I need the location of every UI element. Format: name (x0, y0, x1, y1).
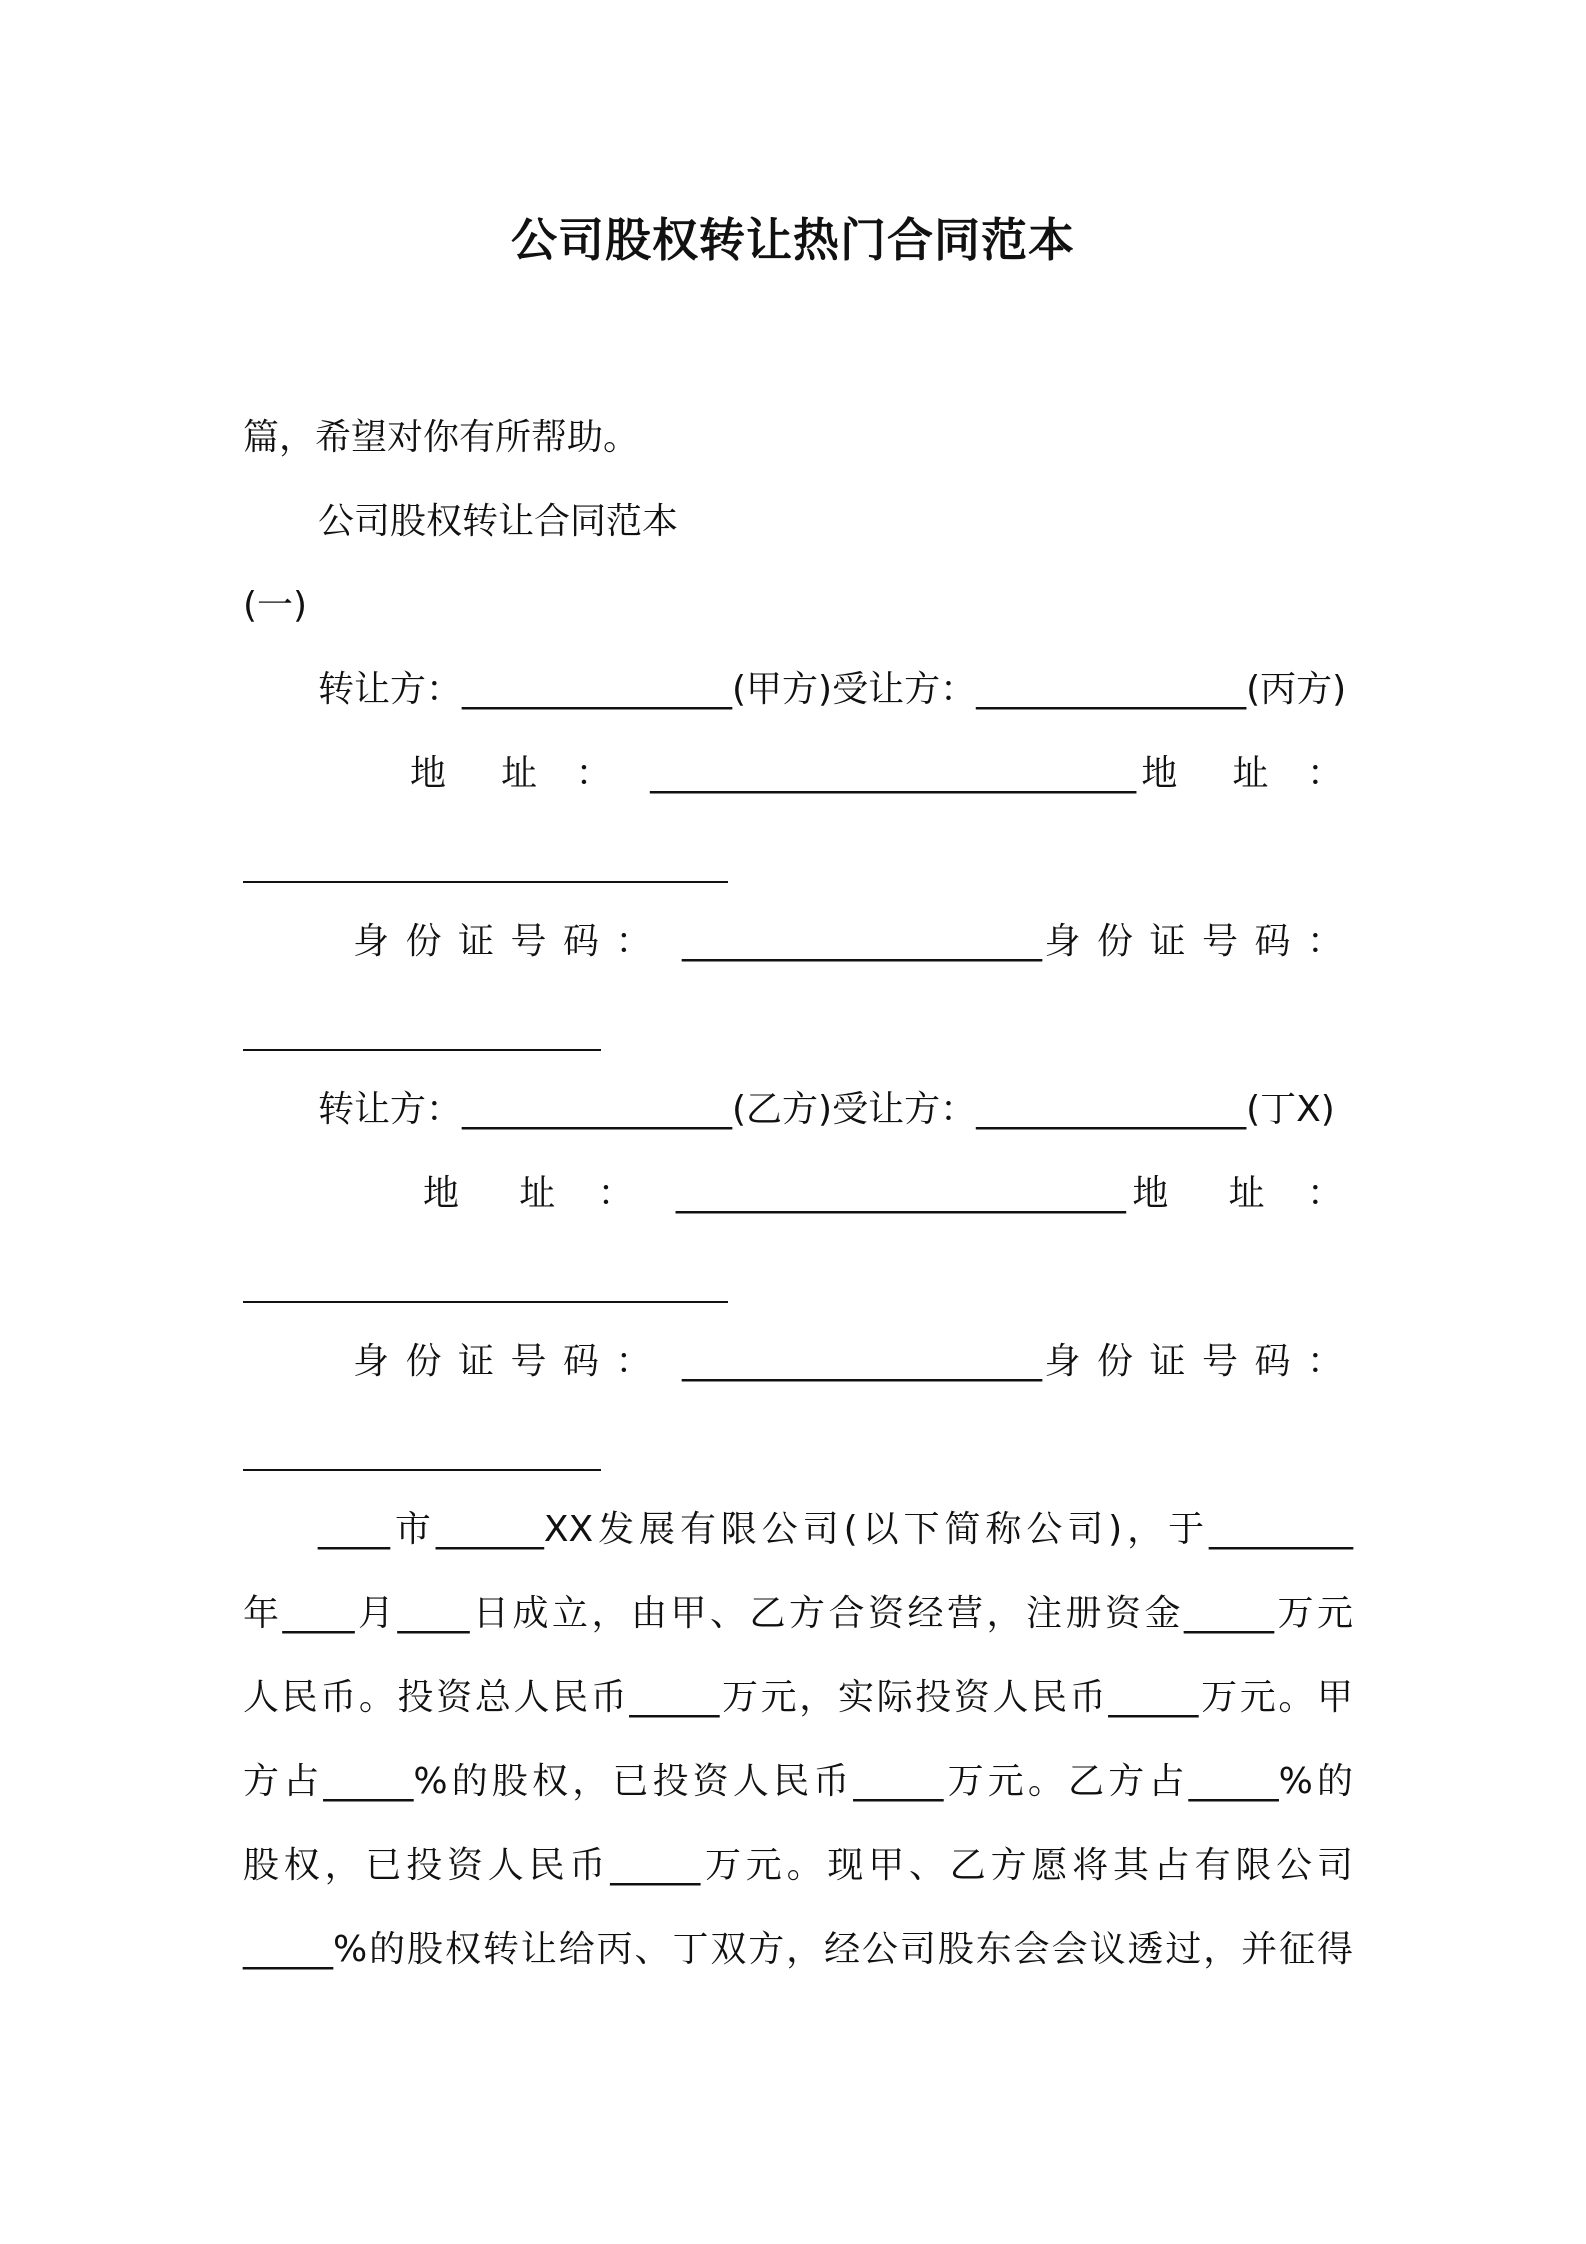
body-line: _____%的股权转让给丙、丁双方，经公司股东会会议透过，并征得 (243, 1929, 1353, 1970)
party-a-transfer-line: 转让方：_______________(甲方)受让方：_______________(丙方) (318, 669, 1347, 710)
body-line: 方占_____%的股权，已投资人民币_____万元。乙方占_____%的 (243, 1761, 1353, 1802)
party-b-address-line: 地 址 ： _________________________地 址 ： (423, 1173, 1343, 1214)
party-a-address-underline (243, 881, 728, 883)
party-b-id-underline (243, 1469, 601, 1471)
contract-subtitle: 公司股权转让合同范本 (318, 501, 679, 542)
section-number: (一) (243, 585, 308, 626)
body-line: 股权，已投资人民币_____万元。现甲、乙方愿将其占有限公司 (243, 1845, 1353, 1886)
document-title: 公司股权转让热门合同范本 (511, 213, 1075, 267)
body-line: 年____月____日成立，由甲、乙方合资经营，注册资金_____万元 (243, 1593, 1353, 1634)
party-b-transfer-line: 转让方：_______________(乙方)受让方：_______________(丁X) (318, 1089, 1335, 1130)
party-a-id-underline (243, 1049, 601, 1051)
party-a-id-line: 身 份 证 号 码 ： ____________________身 份 证 号 码 ： (353, 921, 1343, 962)
party-a-address-line: 地 址 ： ___________________________地 址 ： (410, 753, 1343, 794)
intro-text: 篇，希望对你有所帮助。 (243, 417, 640, 458)
body-line: 人民币。投资总人民币_____万元，实际投资人民币_____万元。甲 (243, 1677, 1353, 1718)
party-b-id-line: 身 份 证 号 码 ： ____________________身 份 证 号 码 ： (353, 1341, 1343, 1382)
party-b-address-underline (243, 1301, 728, 1303)
body-line: ____市______XX发展有限公司(以下简称公司)，于________ (318, 1509, 1353, 1550)
